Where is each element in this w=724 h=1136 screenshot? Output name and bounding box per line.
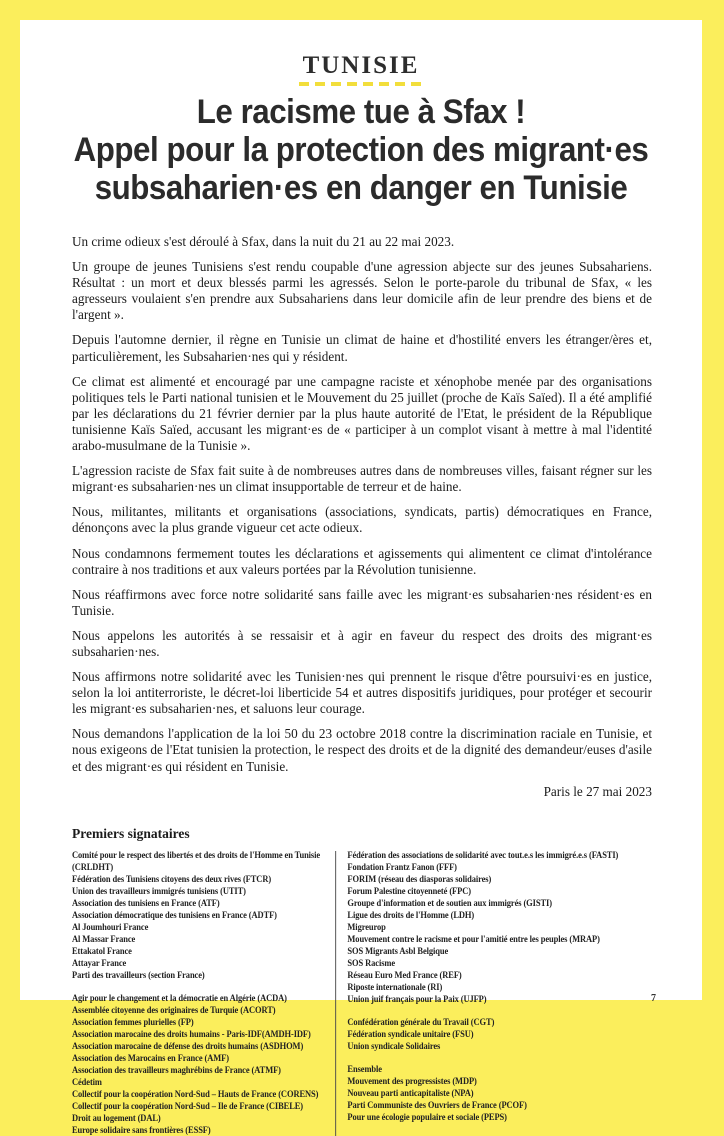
signatory-group (347, 1063, 652, 1123)
signatory-item: Union des travailleurs immigrés tunisiens (UTIT) (72, 885, 246, 896)
country-label: TUNISIE (302, 52, 420, 79)
signatory-item: Association marocaine de défense des droits humains (ASDHOM) (72, 1040, 304, 1051)
signatories-left-column (72, 849, 335, 1136)
signatory-item: Mouvement contre le racisme et pour l'amitié entre les peuples (MRAP) (347, 933, 600, 944)
body-paragraph: Nous affirmons notre solidarité avec les Tunisien·nes qui prennent le risque d'être poursuivi·es en justice, selon la loi antiterroriste, le décret-loi liberticide 54 et autres dispositifs juridiques, pour protéger et secourir les migrant·es subsaharien·nes, et saluons leur courage. (72, 669, 652, 717)
signatories-columns (72, 849, 652, 1136)
signatory-item: Confédération générale du Travail (CGT) (347, 1016, 495, 1027)
signatory-item: Droit au logement (DAL) (72, 1112, 161, 1123)
signatory-item: Nouveau parti anticapitaliste (NPA) (347, 1087, 474, 1098)
signatory-item: SOS Racisme (347, 957, 396, 968)
signatory-item: Parti des travailleurs (section France) (72, 969, 205, 980)
signatory-item: Fédération des associations de solidarité avec tout.e.s les immigré.e.s (FASTI) (347, 849, 619, 860)
document-page (20, 20, 702, 1135)
signatories-section (72, 826, 652, 1136)
signatory-item: Association des travailleurs maghrébins de France (ATMF) (72, 1064, 281, 1075)
body-paragraph: L'agression raciste de Sfax fait suite à de nombreuses autres dans de nombreuses villes, faisant régner sur les migrant·es subsaharien·nes un climat insupportable de terreur et de haine. (72, 463, 652, 495)
signatory-item: Parti Communiste des Ouvriers de France (PCOF) (347, 1099, 527, 1110)
body-paragraph: Nous réaffirmons avec force notre solidarité sans faille avec les migrant·es subsaharien·nes résident·es en Tunisie. (72, 586, 652, 618)
signatory-item: SOS Migrants Asbl Belgique (347, 945, 449, 956)
signatory-item: Ensemble (347, 1063, 382, 1074)
signatory-group (347, 849, 652, 1005)
signatory-item: Agir pour le changement et la démocratie en Algérie (ACDA) (72, 992, 287, 1003)
signatory-item: Association des tunisiens en France (ATF) (72, 897, 220, 908)
signatory-item: Forum Palestine citoyenneté (FPC) (347, 885, 471, 896)
signatory-item: Ligue des droits de l'Homme (LDH) (347, 909, 475, 920)
signatory-item: Ettakatol France (72, 945, 132, 956)
document-header (20, 52, 702, 86)
body-paragraphs (72, 234, 652, 775)
body-paragraph: Ce climat est alimenté et encouragé par une campagne raciste et xénophobe menée par des organisations politiques tels le Parti national tunisien et le Mouvement du 25 juillet (proche de Kaïs Saïed). Il a été amplifié par les déclarations du 21 février dernier par la plus haute autorité de l'Etat, le président de la République tunisienne Kaïs Saïed, accusant les migrant·es de « participer à un complot visant à mettre à mal l'identité arabo-musulmane de la Tunisie ». (72, 373, 652, 454)
body-paragraph: Nous condamnons fermement toutes les déclarations et agissements qui alimentent ce climat d'intolérance contraire à nos traditions et aux valeurs portées par la Révolution tunisienne. (72, 545, 652, 577)
signatory-item: Cédetim (72, 1076, 102, 1087)
signatory-item: Al Joumhouri France (72, 921, 149, 932)
signatory-group (72, 992, 335, 1136)
signatories-right-column (336, 849, 652, 1136)
signatory-item: Groupe d'information et de soutien aux immigrés (GISTI) (347, 897, 552, 908)
signatory-item: Assemblée citoyenne des originaires de Turquie (ACORT) (72, 1004, 276, 1015)
body-paragraph: Depuis l'automne dernier, il règne en Tunisie un climat de haine et d'hostilité envers les étranger/ères et, particulièrement, les Subsaharien·nes qui y résident. (72, 332, 652, 364)
dateline: Paris le 27 mai 2023 (543, 783, 652, 799)
signatory-item: Attayar France (72, 957, 127, 968)
signatory-item: Union syndicale Solidaires (347, 1040, 441, 1051)
signatories-heading: Premiers signataires (72, 825, 190, 841)
signatory-item: Réseau Euro Med France (REF) (347, 969, 462, 980)
signatory-group (347, 1016, 652, 1052)
signatory-item: Association marocaine des droits humains - Paris-IDF(AMDH-IDF) (72, 1028, 311, 1039)
signatory-item: Fédération des Tunisiens citoyens des deux rives (FTCR) (72, 873, 272, 884)
title-line-1: Le racisme tue à Sfax ! (196, 93, 526, 131)
title-line-3: subsaharien·es en danger en Tunisie (94, 169, 628, 207)
signatory-item: Europe solidaire sans frontières (ESSF) (72, 1124, 211, 1135)
signatory-item: Association femmes plurielles (FP) (72, 1016, 194, 1027)
signatory-item: Association démocratique des tunisiens en France (ADTF) (72, 909, 277, 920)
signatory-item: Mouvement des progressistes (MDP) (347, 1075, 477, 1086)
signatory-item: Collectif pour la coopération Nord-Sud – Ile de France (CIBELE) (72, 1100, 304, 1111)
signatory-item: Fédération syndicale unitaire (FSU) (347, 1028, 474, 1039)
signatory-item: Comité pour le respect des libertés et des droits de l'Homme en Tunisie (CRLDHT) (72, 849, 321, 872)
signatory-item: Pour une écologie populaire et sociale (PEPS) (347, 1111, 507, 1122)
body-paragraph: Un crime odieux s'est déroulé à Sfax, dans la nuit du 21 au 22 mai 2023. (72, 234, 455, 249)
page-number: 7 (651, 993, 656, 1004)
body-paragraph: Un groupe de jeunes Tunisiens s'est rendu coupable d'une agression abjecte sur des jeunes Subsahariens. Résultat : un mort et deux blessés parmi les agressés. Selon le porte-parole du tribunal de Sfax, « les agresseurs voulaient s'en prendre aux Subsahariens dans leur domicile afin de leur prendre des biens et de l'argent ». (72, 259, 652, 323)
signatory-item: Collectif pour la coopération Nord-Sud – Hauts de France (CORENS) (72, 1088, 319, 1099)
title-line-2: Appel pour la protection des migrant·es (73, 131, 649, 169)
signatory-group (72, 849, 335, 981)
signatory-item: Migreurop (347, 921, 386, 932)
body-paragraph: Nous, militantes, militants et organisations (associations, syndicats, partis) démocratiques en France, dénonçons avec la plus grande vigueur cet acte odieux. (72, 504, 652, 536)
body-paragraph: Nous demandons l'application de la loi 50 du 23 octobre 2018 contre la discrimination raciale en Tunisie, et nous exigeons de l'Etat tunisien la protection, le respect des droits et de la dignité des demandeur/euses d'asile et des migrant·es qui résident en Tunisie. (72, 726, 652, 774)
signatory-item: Fondation Frantz Fanon (FFF) (347, 861, 457, 872)
signatory-item: Association des Marocains en France (AMF) (72, 1052, 229, 1063)
document-title (20, 93, 702, 207)
signatory-item: Union juif français pour la Paix (UJFP) (347, 993, 487, 1004)
signatory-item: Riposte internationale (RI) (347, 981, 443, 992)
dashed-underline (299, 82, 423, 86)
signatory-item: FORIM (réseau des diasporas solidaires) (347, 873, 492, 884)
signatory-item: Al Massar France (72, 933, 136, 944)
body-paragraph: Nous appelons les autorités à se ressaisir et à agir en faveur du respect des droits des migrant·es subsaharien·nes. (72, 627, 652, 659)
